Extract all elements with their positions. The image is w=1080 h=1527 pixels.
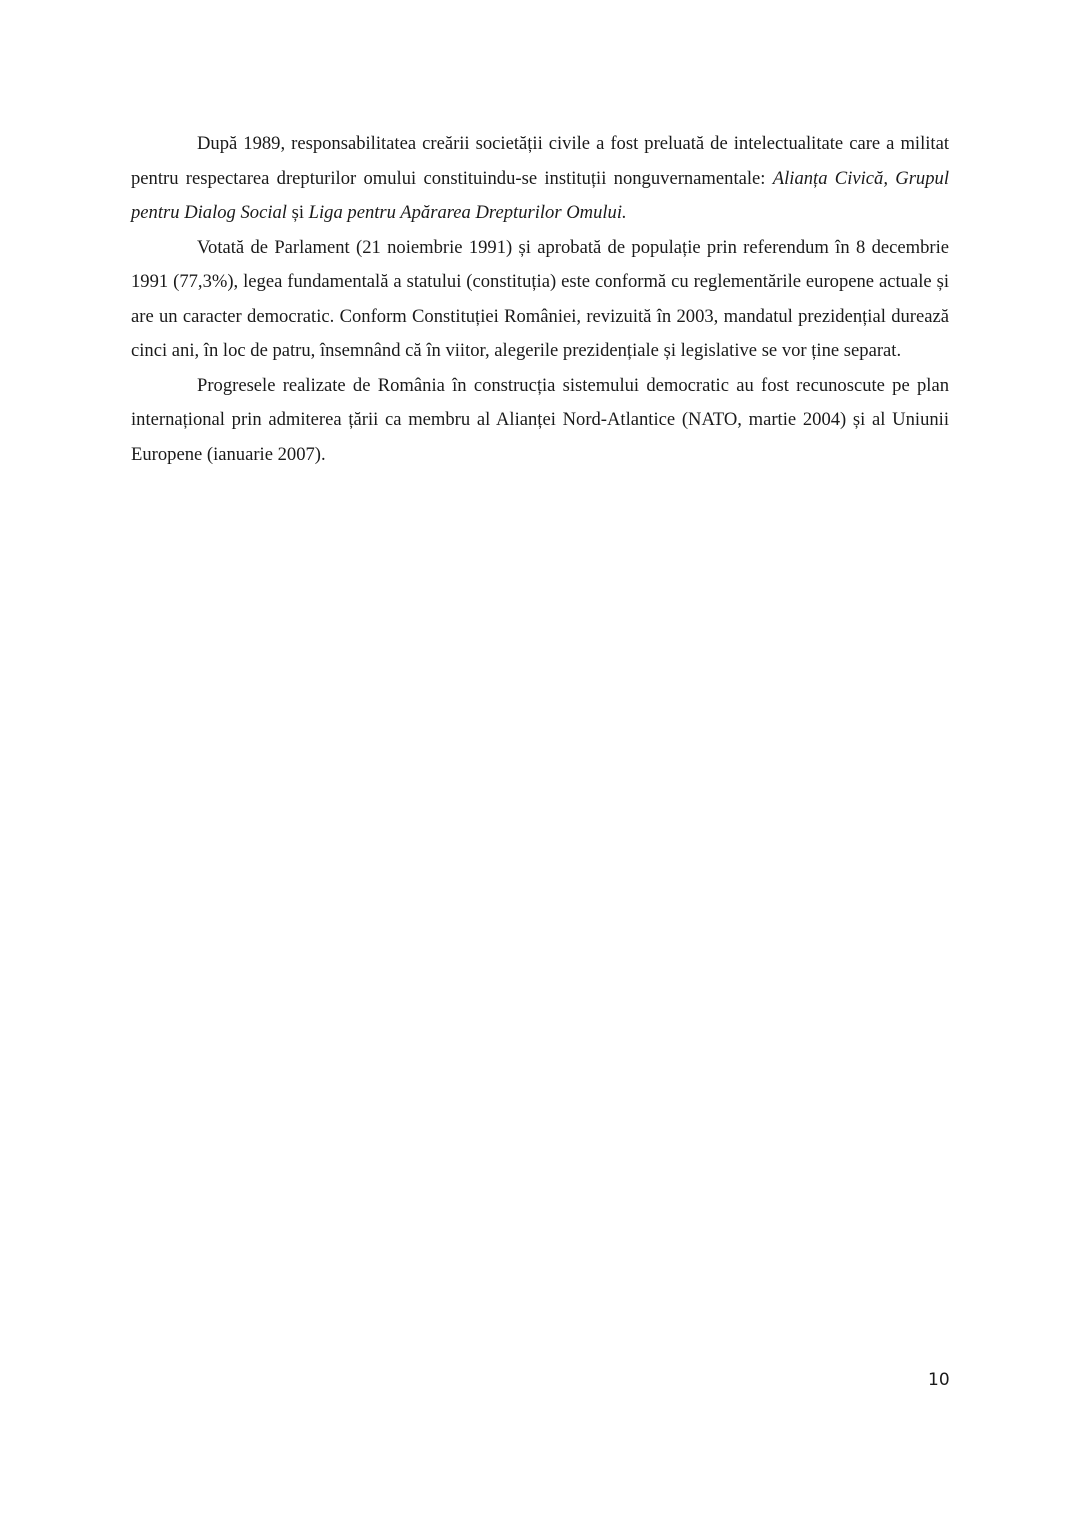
body-text bbox=[131, 127, 949, 472]
conjunction: și bbox=[286, 202, 309, 223]
organization-names: Alianța Civică, Grupul pentru Dialog Social bbox=[131, 167, 949, 223]
page-number: 10 bbox=[928, 1370, 950, 1390]
paragraph-text: După 1989, responsabilitatea creării societății civile a fost preluată de intelectualitate care a militat pentru respectarea drepturilor omului constituindu-se instituții nonguvernamentale: bbox=[131, 133, 949, 189]
paragraph-international-recognition: Progresele realizate de România în construcția sistemului democratic au fost recunoscute pe plan internațional prin admiterea țării ca membru al Alianței Nord-Atlantice (NATO, martie 2004) și al Uniunii Europene (ianuarie 2007). bbox=[131, 374, 949, 465]
paragraph-constitution: Votată de Parlament (21 noiembrie 1991) și aprobată de populație prin referendum în 8 decembrie 1991 (77,3%), legea fundamentală a statului (constituția) este conformă cu reglementările europene actuale și are un caracter democratic. Conform Constituției României, revizuită în 2003, mandatul prezidențial durează cinci ani, în loc de patru, însemnând că în viitor, alegerile prezidențiale și legislative se vor ține separat. bbox=[131, 236, 949, 361]
paragraph-civil-society bbox=[131, 127, 949, 231]
organization-name: Liga pentru Apărarea Drepturilor Omului. bbox=[308, 202, 627, 223]
